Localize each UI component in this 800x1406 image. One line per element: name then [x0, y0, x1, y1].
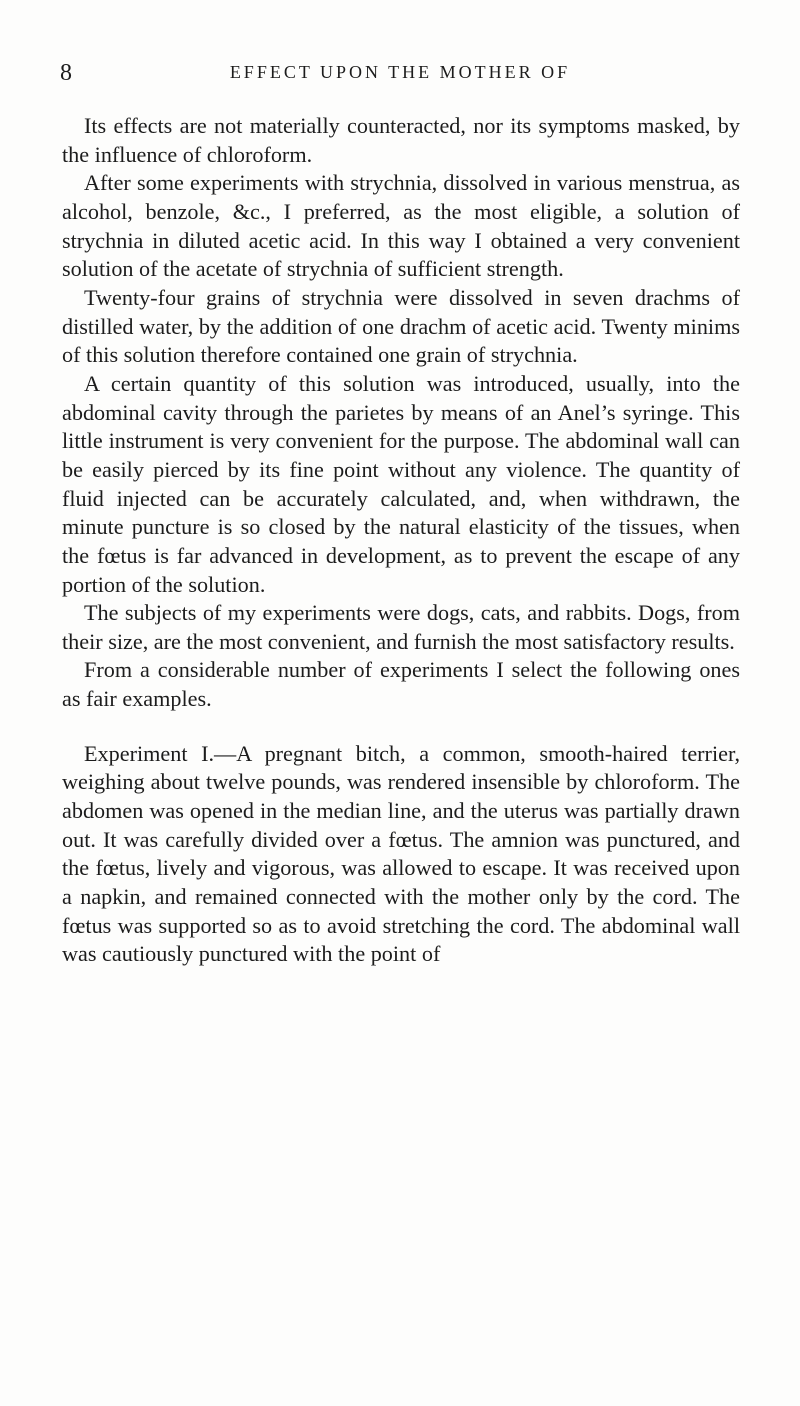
paragraph-solution: After some experiments with strychnia, dissolved in various menstrua, as alcohol, benzole, &c., I preferred, as the most eligible, a solution of strychnia in diluted acetic acid. In this way I obtained a very convenient solution of the acetate of strychnia of sufficient strength. — [62, 170, 740, 282]
body-text — [62, 112, 740, 969]
paragraph-chloroform: Its effects are not materially counteracted, nor its symptoms masked, by the influence of chloroform. — [62, 113, 740, 167]
paragraph-subjects: The subjects of my experiments were dogs, cats, and rabbits. Dogs, from their size, are the most convenient, and furnish the most satisfactory results. — [62, 600, 740, 654]
page-number: 8 — [60, 60, 73, 86]
running-title: EFFECT UPON THE MOTHER OF — [229, 62, 571, 82]
paragraph-injection: A certain quantity of this solution was introduced, usually, into the abdominal cavity through the parietes by means of an Anel’s syringe. This little instrument is very convenient for the purpose. The abdominal wall can be easily pierced by its fine point without any violence. The quantity of fluid injected can be accurately calculated, and, when withdrawn, the minute puncture is so closed by the natural elasticity of the tissues, when the fœtus is far advanced in development, as to prevent the escape of any portion of the solution. — [62, 370, 740, 597]
paragraph-experiment-one: Experiment I.—A pregnant bitch, a common, smooth-haired terrier, weighing about twelve pounds, was rendered insensible by chloroform. The abdomen was opened in the median line, and the uterus was partially drawn out. It was carefully divided over a fœtus. The amnion was punctured, and the fœtus, lively and vigorous, was allowed to escape. It was received upon a napkin, and remained connected with the mother only by the cord. The fœtus was supported so as to avoid stretching the cord. The abdominal wall was cautiously punctured with the point of — [62, 740, 740, 967]
running-head — [60, 60, 740, 90]
paragraph-preparation: Twenty-four grains of strychnia were dissolved in seven drachms of distilled water, by the addition of one drachm of acetic acid. Twenty minims of this solution therefore contained one grain of strychnia. — [62, 284, 740, 368]
paragraph-examples: From a considerable number of experiments I select the following ones as fair examples. — [62, 657, 740, 712]
